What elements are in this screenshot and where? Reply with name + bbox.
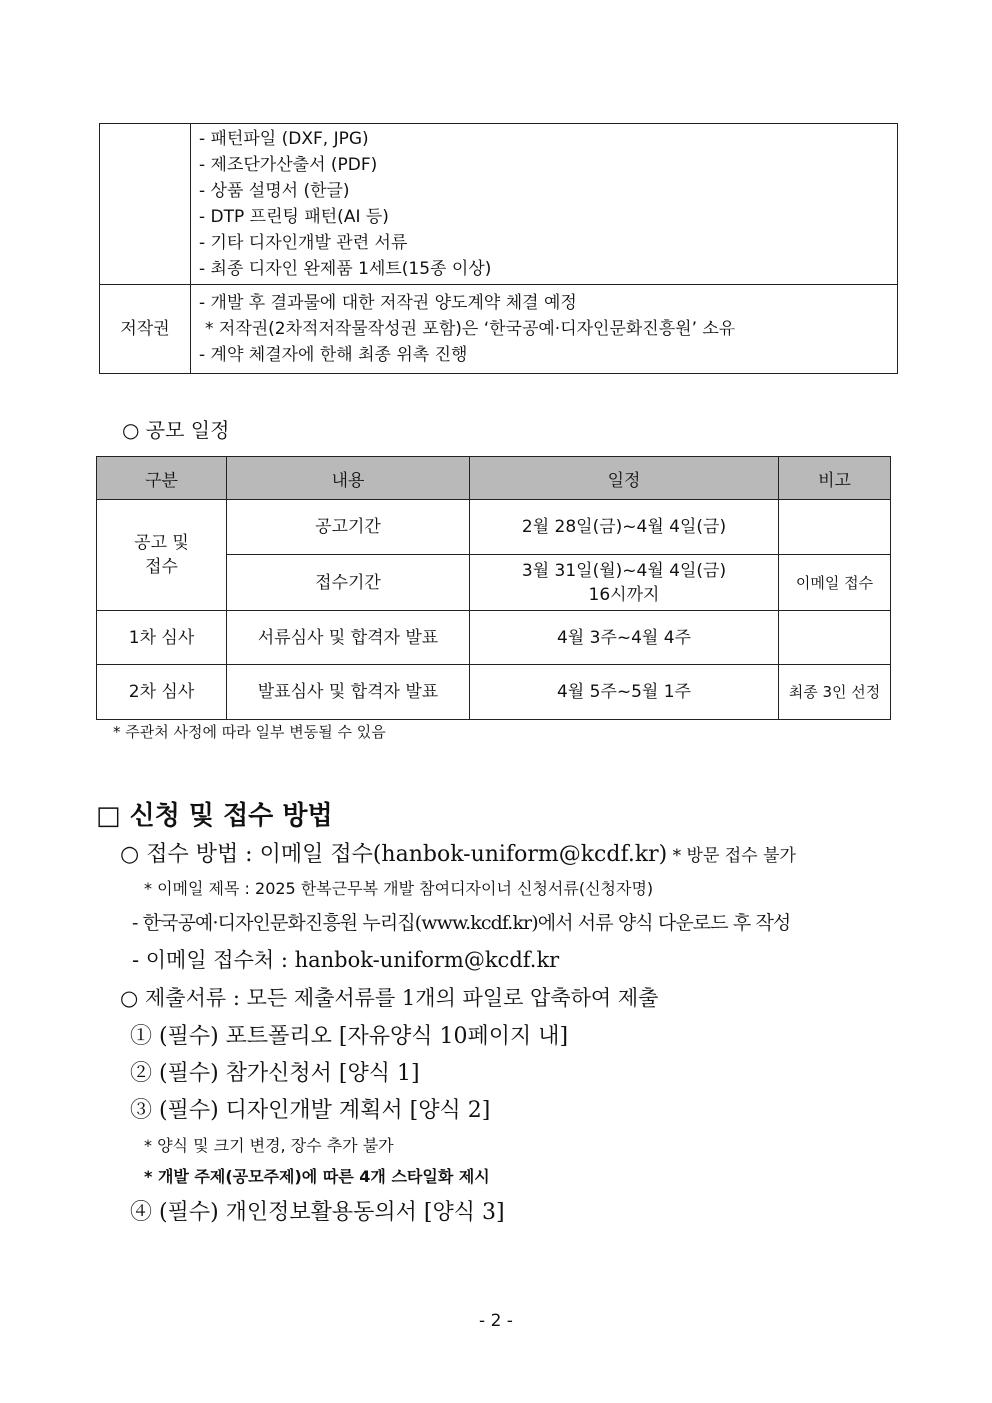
table-row	[97, 500, 891, 555]
note-cell	[779, 500, 891, 555]
download-line: - 한국공예·디자인문화진흥원 누리집(www.kcdf.kr)에서 서류 양식 다운로드 후 작성	[132, 912, 791, 934]
date-line: 3월 31일(월)~4월 4일(금)	[521, 560, 727, 581]
content-cell: 발표심사 및 합격자 발표	[227, 665, 470, 720]
deliverables-row	[100, 124, 898, 285]
list-item: - 패턴파일 (DXF, JPG)	[199, 129, 369, 149]
stage-cell: 2차 심사	[97, 665, 227, 720]
content-cell: 공고기간	[227, 500, 470, 555]
date-cell	[470, 555, 779, 611]
column-header: 일정	[470, 457, 779, 500]
schedule-footnote: * 주관처 사정에 따라 일부 변동될 수 있음	[113, 723, 386, 741]
doc-note-bold: * 개발 주제(공모주제)에 따른 4개 스타일화 제시	[144, 1167, 490, 1186]
method-note: * 방문 접수 불가	[667, 846, 796, 866]
stage-cell: 1차 심사	[97, 611, 227, 665]
table-row	[97, 611, 891, 665]
schedule-table	[96, 456, 891, 720]
note-cell: 최종 3인 선정	[779, 665, 891, 720]
column-header: 내용	[227, 457, 470, 500]
list-item: - 제조단가산출서 (PDF)	[199, 155, 378, 175]
list-item: * 저작권(2차적저작물작성권 포함)은 ‘한국공예·디자인문화진흥원’ 소유	[205, 319, 736, 339]
content-cell: 서류심사 및 합격자 발표	[227, 611, 470, 665]
list-item: - 계약 체결자에 한해 최종 위촉 진행	[199, 345, 468, 365]
stage-label-line: 접수	[145, 557, 178, 577]
list-item: - 최종 디자인 완제품 1세트(15종 이상)	[199, 259, 492, 279]
method-text: ○ 접수 방법 : 이메일 접수(hanbok-uniform@kcdf.kr)	[120, 842, 668, 867]
column-header: 구분	[97, 457, 227, 500]
email-to-line: - 이메일 접수처 : hanbok-uniform@kcdf.kr	[132, 948, 560, 972]
content-cell: 접수기간	[227, 555, 470, 611]
email-subject-note: * 이메일 제목 : 2025 한복근무복 개발 참여디자이너 신청서류(신청자명)	[144, 879, 654, 898]
doc-note: * 양식 및 크기 변경, 장수 추가 불가	[144, 1136, 394, 1155]
page-number: - 2 -	[479, 1311, 513, 1331]
table-header-row	[97, 457, 891, 500]
date-line: 16시까지	[588, 584, 660, 605]
date-cell: 4월 5주~5월 1주	[470, 665, 779, 720]
note-cell: 이메일 접수	[779, 555, 891, 611]
deliverables-label	[100, 124, 191, 285]
list-item: - 상품 설명서 (한글)	[199, 181, 350, 201]
schedule-heading: ○ 공모 일정	[122, 418, 230, 442]
doc-item: ① (필수) 포트폴리오 [자유양식 10페이지 내]	[130, 1024, 569, 1049]
section-heading: □ 신청 및 접수 방법	[96, 801, 333, 831]
stage-cell	[97, 500, 227, 611]
copyright-list	[191, 285, 898, 374]
copyright-row	[100, 285, 898, 374]
doc-item: ④ (필수) 개인정보활용동의서 [양식 3]	[130, 1200, 505, 1225]
docs-heading: ○ 제출서류 : 모든 제출서류를 1개의 파일로 압축하여 제출	[120, 986, 659, 1010]
doc-item: ③ (필수) 디자인개발 계획서 [양식 2]	[130, 1098, 491, 1123]
stage-label-line: 공고 및	[134, 533, 189, 553]
date-cell: 2월 28일(금)~4월 4일(금)	[470, 500, 779, 555]
list-item: - 기타 디자인개발 관련 서류	[199, 233, 408, 253]
method-line	[120, 837, 796, 868]
column-header: 비고	[779, 457, 891, 500]
deliverables-list	[191, 124, 898, 285]
deliverables-table	[99, 123, 898, 374]
table-row	[97, 665, 891, 720]
list-item: - 개발 후 결과물에 대한 저작권 양도계약 체결 예정	[199, 293, 577, 313]
list-item: - DTP 프린팅 패턴(AI 등)	[199, 207, 389, 227]
doc-item: ② (필수) 참가신청서 [양식 1]	[130, 1061, 420, 1086]
date-cell: 4월 3주~4월 4주	[470, 611, 779, 665]
note-cell	[779, 611, 891, 665]
copyright-label: 저작권	[100, 285, 191, 374]
